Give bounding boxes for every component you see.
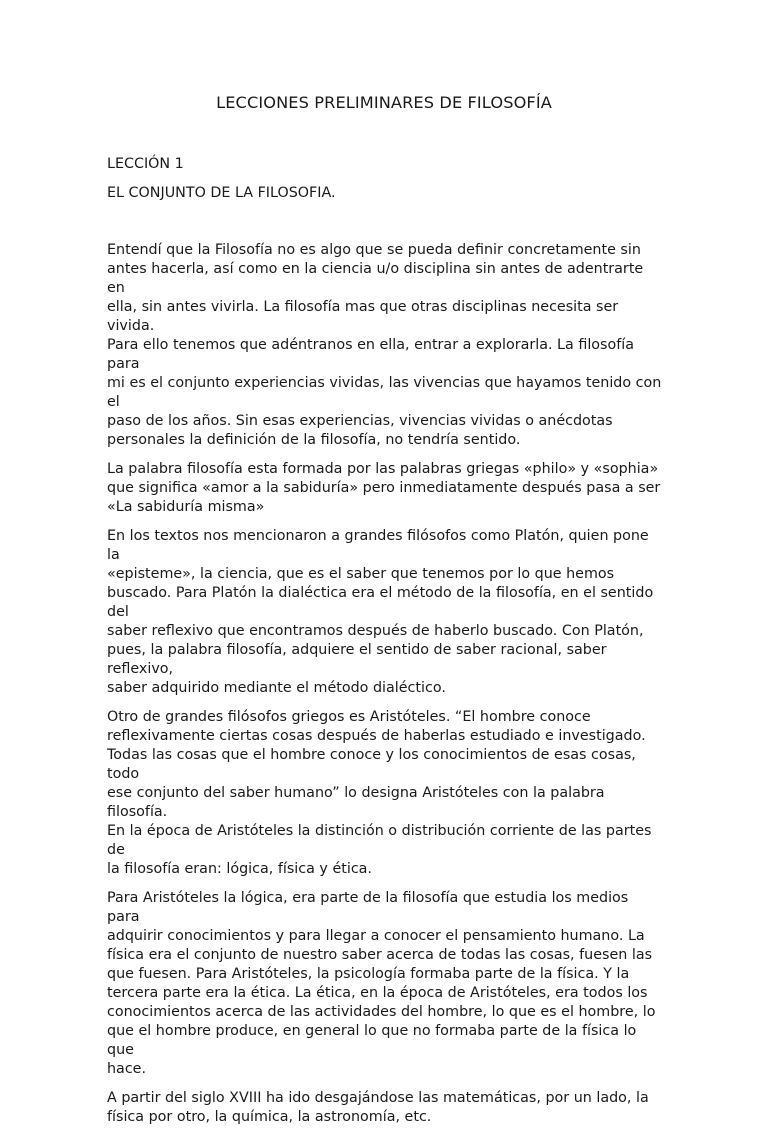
lesson-heading: LECCIÓN 1 (107, 156, 184, 172)
paragraph-etymology: La palabra filosofía esta formada por las palabras griegas «philo» y «sophia» que significa «amor a la sabiduría» pero inmediatamente después pasa a ser «La sabiduría misma» (107, 461, 661, 515)
paragraph-eighteenth-century: A partir del siglo XVIII ha ido desgajándose las matemáticas, por un lado, la física por otro, la química, la astronomía, etc. (107, 1090, 649, 1125)
paragraph-aristotle-parts: Para Aristóteles la lógica, era parte de la filosofía que estudia los medios para adquirir conocimientos y para llegar a conocer el pensamiento humano. La física era el conjunto de nuestro saber acerca de todas las cosas, fuesen las que fuesen. Para Aristóteles, la psicología formaba parte de la física. Y la tercera parte era la ética. La ética, en la época de Aristóteles, era todos los conocimientos acerca de las actividades del hombre, lo que es el hombre, lo que el hombre produce, en general lo que no formaba parte de la física lo que hace. (107, 890, 656, 1077)
document-body (107, 155, 663, 1137)
lesson-subtitle: EL CONJUNTO DE LA FILOSOFIA. (107, 185, 336, 201)
paragraph-aristotle: Otro de grandes filósofos griegos es Aristóteles. “El hombre conoce reflexivamente ciertas cosas después de haberlas estudiado e investigado. Todas las cosas que el hombre conoce y los conocimientos de esas cosas, todo ese conjunto del saber humano” lo designa Aristóteles con la palabra filosofía. En la época de Aristóteles la distinción o distribución corriente de las partes de la filosofía eran: lógica, física y ética. (107, 709, 652, 877)
document-title: LECCIONES PRELIMINARES DE FILOSOFÍA (216, 93, 552, 112)
paragraph-definition: Entendí que la Filosofía no es algo que se pueda definir concretamente sin antes hacerla, así como en la ciencia u/o disciplina sin antes de adentrarte en ella, sin antes vivirla. La filosofía mas que otras disciplinas necesita ser vivida. Para ello tenemos que adéntranos en ella, entrar a explorarla. La filosofía para mi es el conjunto experiencias vividas, las vivencias que hayamos tenido con el paso de los años. Sin esas experiencias, vivencias vividas o anécdotas personales la definición de la filosofía, no tendría sentido. (107, 242, 662, 448)
paragraph-plato: En los textos nos mencionaron a grandes filósofos como Platón, quien pone la «episteme», la ciencia, que es el saber que tenemos por lo que hemos buscado. Para Platón la dialéctica era el método de la filosofía, en el sentido del saber reflexivo que encontramos después de haberlo buscado. Con Platón, pues, la palabra filosofía, adquiere el sentido de saber racional, saber reflexivo, saber adquirido mediante el método dialéctico. (107, 528, 654, 696)
